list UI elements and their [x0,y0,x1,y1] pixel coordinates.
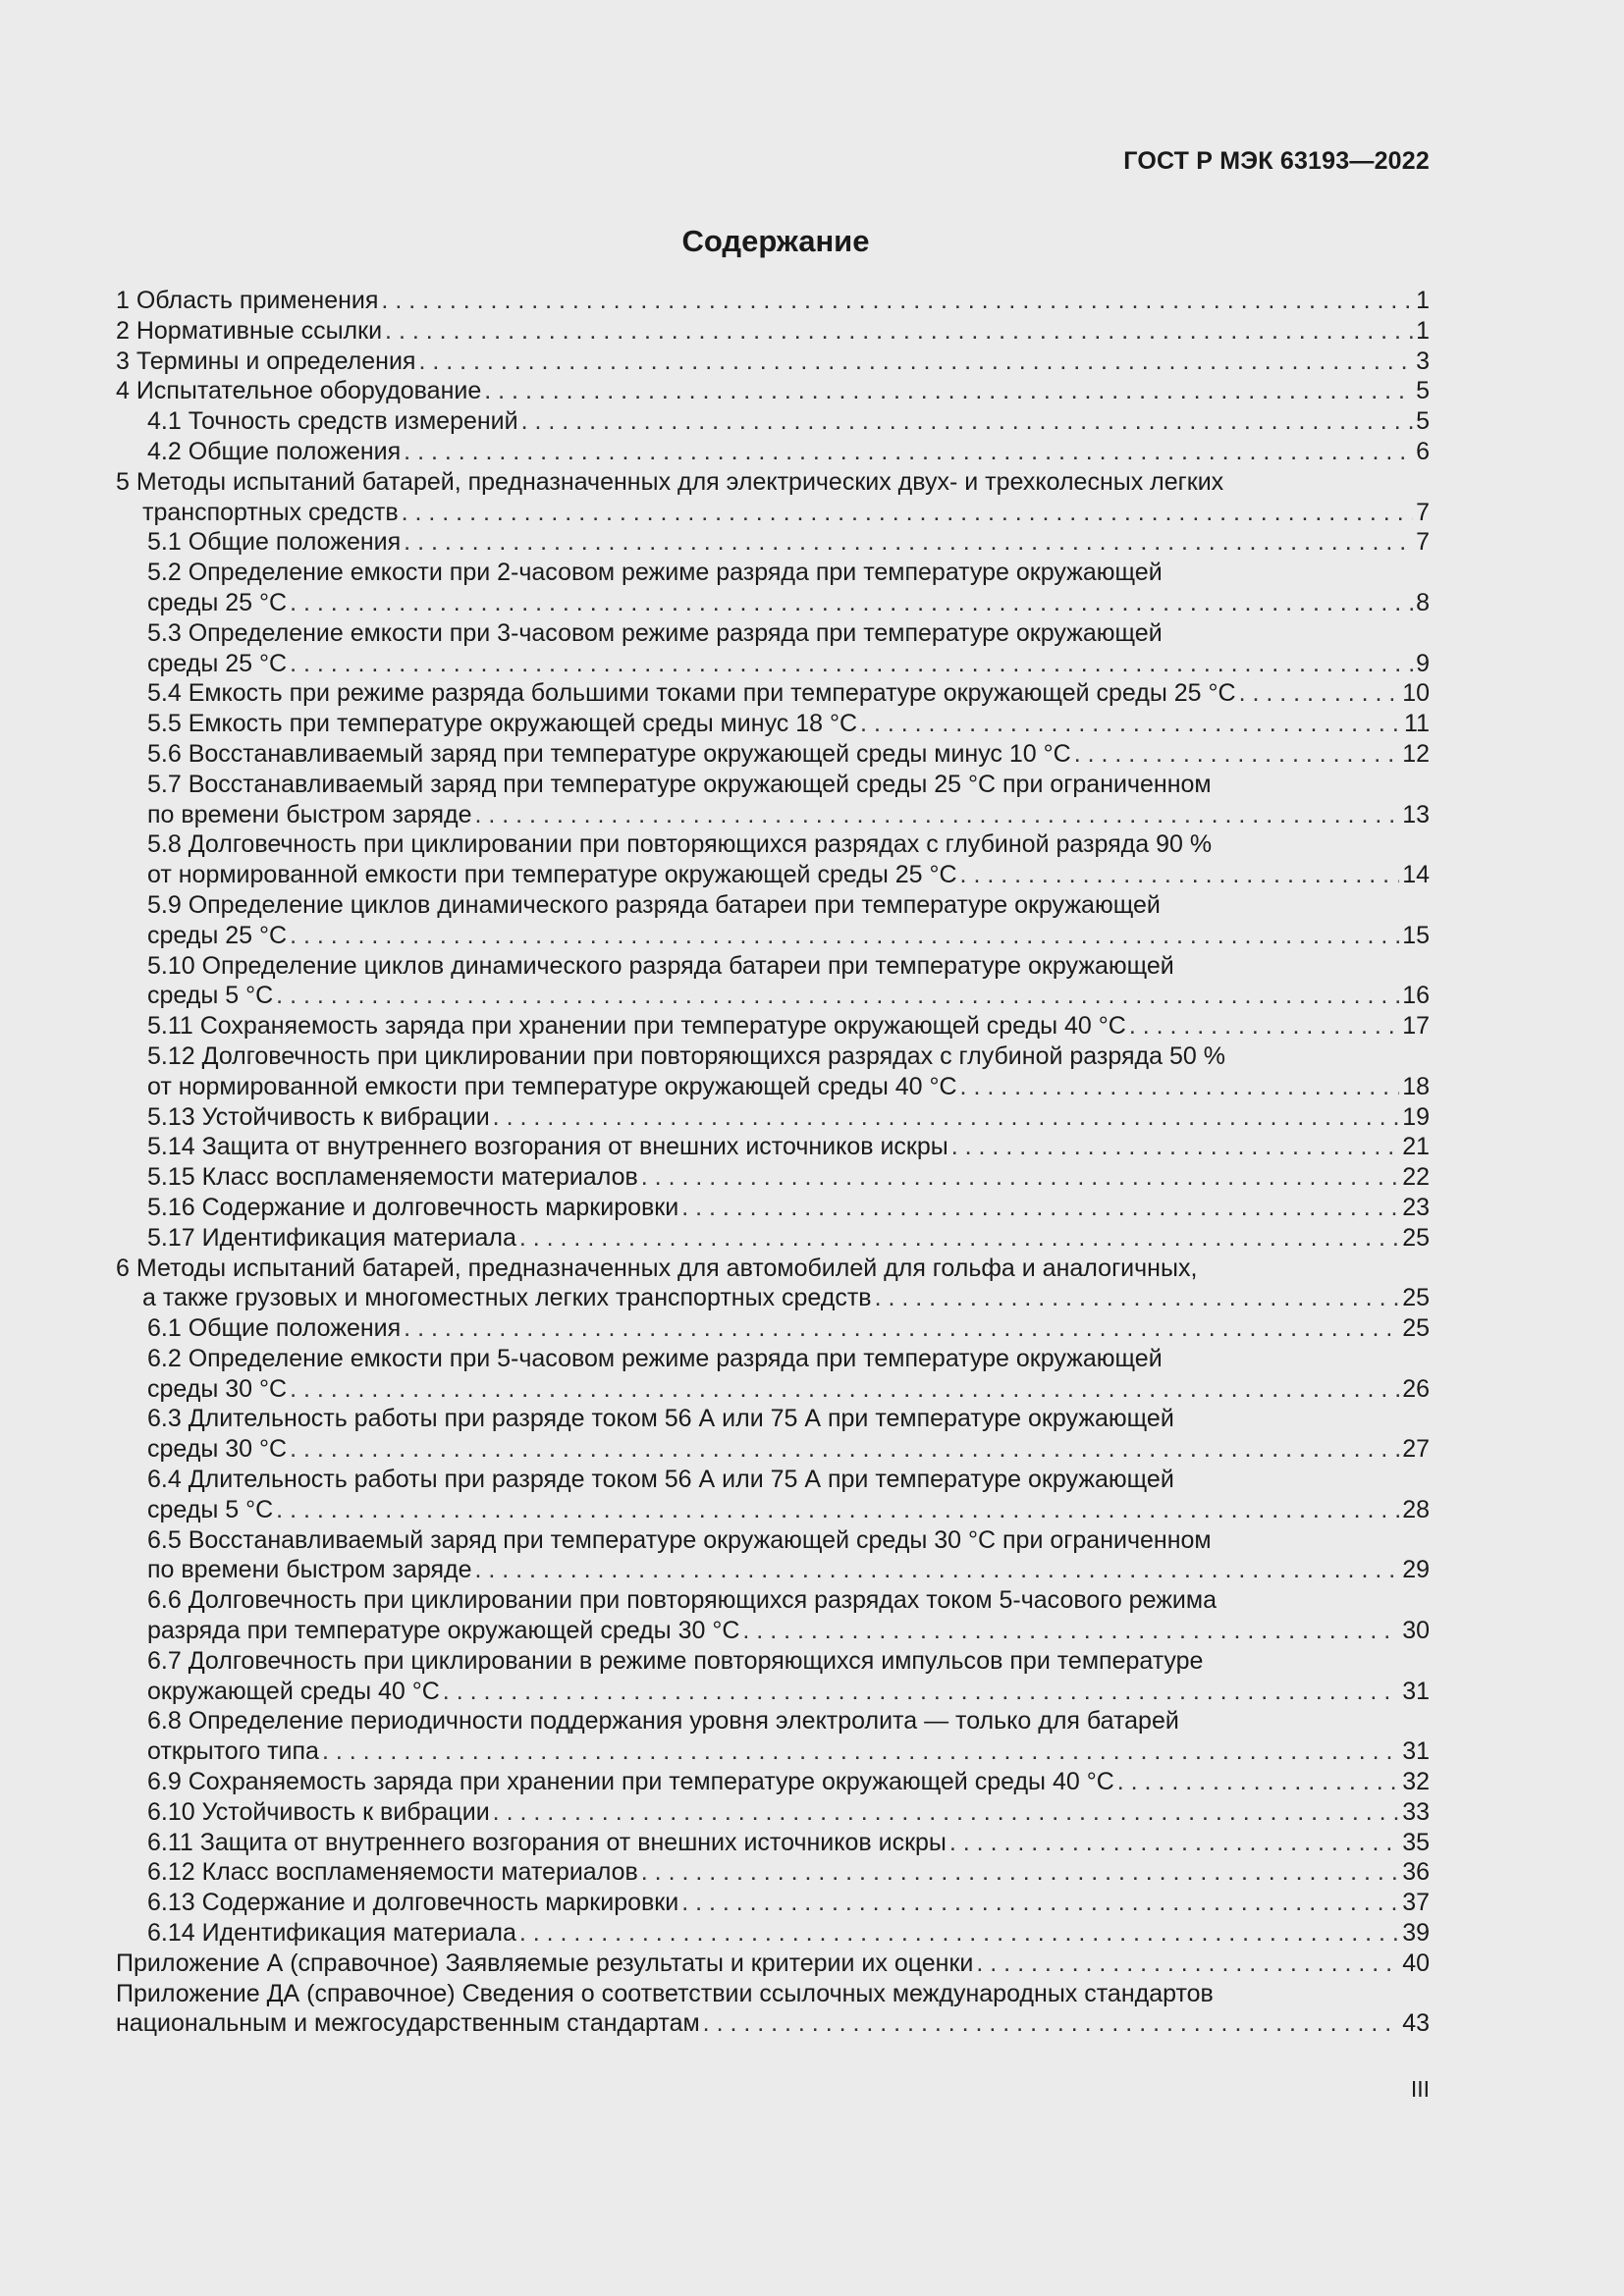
toc-entry[interactable] [116,1767,1430,1797]
toc-entry[interactable] [116,1555,1430,1585]
toc-entry-text: 5.16 Содержание и долговечность маркировки [147,1193,679,1221]
toc-entry[interactable] [116,316,1430,347]
toc-entry[interactable] [116,709,1430,739]
toc-entry[interactable] [116,1949,1430,1979]
toc-entry-text: среды 5 °С [147,982,274,1010]
toc-entry-page: 12 [1402,739,1430,768]
toc-entry[interactable] [116,1857,1430,1888]
page-number: III [1410,2076,1430,2102]
toc-entry-page: 28 [1402,1495,1430,1523]
toc-entry-text: среды 30 °С [147,1435,288,1464]
toc-entry-page: 7 [1416,498,1430,526]
toc-entry[interactable] [116,921,1430,951]
toc-entry-page: 5 [1416,407,1430,436]
toc-entry-page: 31 [1402,1737,1430,1766]
dot-leader [404,437,1413,467]
toc-entry-text: 5.7 Восстанавливаемый заряд при температуре окружающей среды 25 °С при ограниченном [147,770,1212,798]
toc-entry-text: среды 25 °С [147,588,288,616]
toc-entry[interactable] [116,498,1430,528]
dot-leader [951,1132,1399,1162]
dot-leader [276,1495,1399,1525]
toc-entry-page: 10 [1402,679,1430,708]
toc-entry[interactable] [116,1918,1430,1949]
dot-leader [641,1162,1399,1193]
toc-entry-text: 6.7 Долговечность при циклировании в режиме повторяющихся импульсов при температуре [147,1646,1204,1675]
toc-entry[interactable] [116,1434,1430,1465]
toc-entry-text: 3 Термины и определения [116,347,416,375]
standard-code: ГОСТ Р МЭК 63193—2022 [1123,147,1430,175]
toc-entry-text: Приложение А (справочное) Заявляемые результаты и критерии их оценки [116,1949,974,1977]
toc-entry-text: по времени быстром заряде [147,1556,472,1584]
toc-entry[interactable] [116,347,1430,377]
toc-entry-text: 6.5 Восстанавливаемый заряд при температуре окружающей среды 30 °С при ограниченном [147,1525,1212,1554]
toc-entry-page: 25 [1402,1314,1430,1343]
toc-entry[interactable] [116,2008,1430,2039]
toc-entry[interactable] [116,1011,1430,1041]
toc-title: Содержание [681,224,870,258]
dot-leader [703,2008,1400,2039]
toc-entry-text: 5.5 Емкость при температуре окружающей среды минус 18 °С [147,710,858,738]
dot-leader [290,921,1399,951]
dot-leader [976,1949,1399,1979]
toc-entry-text: среды 25 °С [147,649,288,677]
toc-entry[interactable] [116,618,1430,649]
toc-entry[interactable] [116,1797,1430,1828]
dot-leader [493,1102,1400,1133]
dot-leader [519,1223,1399,1254]
toc-entry[interactable] [116,558,1430,588]
toc-entry-page: 16 [1402,982,1430,1010]
toc-entry-text: Приложение ДА (справочное) Сведения о соответствии ссылочных международных стандартов [116,1979,1214,2007]
toc-entry-text: 5.15 Класс воспламеняемости материалов [147,1163,638,1192]
toc-entry-text: 6.10 Устойчивость к вибрации [147,1797,490,1826]
toc-entry-text: 5.4 Емкость при режиме разряда большими токами при температуре окружающей среды 25 °С [147,679,1236,708]
toc-entry-text: 6.13 Содержание и долговечность маркировки [147,1889,679,1917]
dot-leader [681,1888,1399,1918]
toc-entry-text: 6.8 Определение периодичности поддержания уровня электролита — только для батарей [147,1707,1179,1735]
toc-entry-text: 6.12 Класс воспламеняемости материалов [147,1858,638,1887]
dot-leader [493,1797,1400,1828]
toc-entry-page: 30 [1402,1617,1430,1645]
toc-entry[interactable] [116,649,1430,679]
toc-entry[interactable] [116,829,1430,860]
toc-entry-text: от нормированной емкости при температуре окружающей среды 25 °С [147,861,957,889]
toc-entry-page: 1 [1416,316,1430,345]
dot-leader [641,1857,1399,1888]
toc-entry[interactable] [116,286,1430,316]
toc-entry[interactable] [116,1072,1430,1102]
dot-leader [322,1736,1399,1767]
toc-entry-text: 5.10 Определение циклов динамического разряда батареи при температуре окружающей [147,951,1174,980]
toc-entry-text: а также грузовых и многоместных легких транспортных средств [142,1284,872,1312]
dot-leader [742,1616,1399,1646]
dot-leader [1074,739,1400,770]
toc-entry[interactable] [116,678,1430,709]
toc-entry[interactable] [116,1646,1430,1677]
dot-leader [1117,1767,1399,1797]
toc-entry-text: 5.6 Восстанавливаемый заряд при температуре окружающей среды минус 10 °С [147,739,1071,768]
toc-entry[interactable] [116,890,1430,921]
dot-leader [290,1434,1399,1465]
dot-leader [484,376,1413,406]
toc-entry-text: 5.9 Определение циклов динамического разряда батареи при температуре окружающей [147,890,1161,919]
toc-entry[interactable] [116,1102,1430,1133]
toc-entry-text: 6.2 Определение емкости при 5-часовом режиме разряда при температуре окружающей [147,1344,1163,1372]
dot-leader [960,1072,1400,1102]
dot-leader [860,709,1401,739]
toc-entry-text: 6.14 Идентификация материала [147,1919,516,1948]
toc-entry-page: 35 [1402,1828,1430,1856]
toc-entry-page: 7 [1416,528,1430,557]
dot-leader [681,1193,1399,1223]
dot-leader [960,860,1400,890]
toc-entry-text: 6.1 Общие положения [147,1314,402,1343]
toc-entry-page: 6 [1416,437,1430,465]
toc-entry[interactable] [116,527,1430,558]
toc-entry-text: 5.14 Защита от внутреннего возгорания от внешних источников искры [147,1133,948,1161]
toc-entry[interactable] [116,467,1430,498]
toc-entry[interactable] [116,1736,1430,1767]
dot-leader [290,588,1413,618]
toc-entry[interactable] [116,1193,1430,1223]
toc-entry[interactable] [116,1828,1430,1858]
toc-entry-text: национальным и межгосударственным стандартам [116,2009,700,2038]
toc-entry[interactable] [116,588,1430,618]
toc-entry-page: 11 [1404,710,1430,738]
toc-entry-text: транспортных средств [142,498,399,526]
toc-entry[interactable] [116,1585,1430,1616]
dot-leader [276,981,1399,1011]
toc-entry-page: 27 [1402,1435,1430,1464]
toc-entry[interactable] [116,1041,1430,1072]
toc-entry[interactable] [116,951,1430,982]
table-of-contents [116,286,1430,2039]
toc-entry-text: 5.2 Определение емкости при 2-часовом режиме разряда при температуре окружающей [147,559,1163,587]
toc-entry-page: 37 [1402,1889,1430,1917]
toc-entry[interactable] [116,1223,1430,1254]
dot-leader [474,1555,1399,1585]
toc-entry-text: открытого типа [147,1737,319,1766]
toc-entry[interactable] [116,1283,1430,1313]
dot-leader [949,1828,1399,1858]
toc-entry-text: 5 Методы испытаний батарей, предназначенных для электрических двух- и трехколесных легких [116,467,1224,496]
toc-entry-page: 33 [1402,1797,1430,1826]
toc-entry[interactable] [116,1465,1430,1495]
toc-entry[interactable] [116,1525,1430,1556]
toc-entry[interactable] [116,1313,1430,1344]
toc-entry-text: 5.11 Сохраняемость заряда при хранении при температуре окружающей среды 40 °С [147,1012,1126,1041]
toc-entry-page: 29 [1402,1556,1430,1584]
toc-entry-page: 40 [1402,1949,1430,1977]
toc-entry-text: 5.8 Долговечность при циклировании при повторяющихся разрядах с глубиной разряда 90 % [147,830,1213,859]
toc-entry-page: 23 [1402,1193,1430,1221]
toc-entry-page: 14 [1402,861,1430,889]
toc-entry-page: 13 [1402,800,1430,828]
toc-entry-page: 3 [1416,347,1430,375]
dot-leader [381,286,1413,316]
toc-entry-page: 8 [1416,588,1430,616]
toc-entry[interactable] [116,1254,1430,1284]
toc-entry[interactable] [116,406,1430,437]
dot-leader [443,1677,1399,1707]
toc-entry-page: 1 [1416,287,1430,314]
toc-entry-text: среды 30 °С [147,1374,288,1403]
dot-leader [875,1283,1400,1313]
toc-entry[interactable] [116,1404,1430,1434]
dot-leader [290,649,1413,679]
toc-entry-text: разряда при температуре окружающей среды 30 °С [147,1617,740,1645]
toc-entry-text: 6.9 Сохраняемость заряда при хранении при температуре окружающей среды 40 °С [147,1768,1114,1796]
dot-leader [404,527,1413,558]
toc-entry[interactable] [116,1706,1430,1736]
toc-entry-text: 6.6 Долговечность при циклировании при повторяющихся разрядах током 5-часового режима [147,1586,1217,1615]
dot-leader [402,498,1413,528]
toc-entry-page: 18 [1402,1072,1430,1100]
toc-entry-page: 9 [1416,649,1430,677]
toc-entry-page: 26 [1402,1374,1430,1403]
toc-entry-page: 19 [1402,1102,1430,1131]
toc-entry[interactable] [116,860,1430,890]
toc-entry-text: от нормированной емкости при температуре окружающей среды 40 °С [147,1072,957,1100]
toc-entry[interactable] [116,1888,1430,1918]
toc-entry-page: 39 [1402,1919,1430,1948]
dot-leader [519,1918,1399,1949]
toc-entry-text: 6 Методы испытаний батарей, предназначенных для автомобилей для гольфа и аналогичных, [116,1254,1198,1282]
toc-entry-text: среды 25 °С [147,921,288,949]
toc-entry[interactable] [116,1132,1430,1162]
toc-entry[interactable] [116,376,1430,406]
dot-leader [1239,678,1400,709]
toc-entry-text: по времени быстром заряде [147,800,472,828]
toc-entry[interactable] [116,1616,1430,1646]
toc-entry-text: 2 Нормативные ссылки [116,316,383,345]
dot-leader [418,347,1413,377]
toc-entry[interactable] [116,770,1430,800]
toc-entry-text: 6.4 Длительность работы при разряде током 56 А или 75 А при температуре окружающей [147,1466,1174,1494]
toc-entry-text: 5.1 Общие положения [147,528,402,557]
toc-entry-text: 6.11 Защита от внутреннего возгорания от внешних источников искры [147,1828,947,1856]
toc-entry-page: 22 [1402,1163,1430,1192]
toc-entry[interactable] [116,1344,1430,1374]
toc-entry[interactable] [116,437,1430,467]
toc-entry-page: 21 [1402,1133,1430,1161]
toc-entry-page: 36 [1402,1858,1430,1887]
toc-entry[interactable] [116,800,1430,830]
toc-entry-text: 5.3 Определение емкости при 3-часовом режиме разряда при температуре окружающей [147,618,1163,647]
toc-entry-text: среды 5 °С [147,1495,274,1523]
toc-entry-text: 6.3 Длительность работы при разряде током 56 А или 75 А при температуре окружающей [147,1405,1174,1433]
dot-leader [385,316,1413,347]
toc-entry[interactable] [116,739,1430,770]
toc-entry[interactable] [116,981,1430,1011]
toc-entry-page: 25 [1402,1223,1430,1252]
toc-entry[interactable] [116,1162,1430,1193]
toc-entry-text: 5.13 Устойчивость к вибрации [147,1102,490,1131]
toc-entry[interactable] [116,1374,1430,1405]
toc-entry[interactable] [116,1495,1430,1525]
toc-entry-page: 5 [1416,377,1430,405]
toc-entry-text: 5.17 Идентификация материала [147,1223,516,1252]
dot-leader [521,406,1413,437]
toc-entry-text: 4 Испытательное оборудование [116,377,482,405]
toc-entry-page: 25 [1402,1284,1430,1312]
dot-leader [1129,1011,1399,1041]
toc-entry-text: 5.12 Долговечность при циклировании при повторяющихся разрядах с глубиной разряда 50 % [147,1041,1225,1070]
toc-entry-page: 15 [1402,921,1430,949]
toc-entry-page: 32 [1402,1768,1430,1796]
toc-entry[interactable] [116,1677,1430,1707]
toc-entry-text: 1 Область применения [116,287,379,314]
toc-entry-text: окружающей среды 40 °С [147,1677,440,1705]
dot-leader [474,800,1399,830]
toc-entry-page: 17 [1402,1012,1430,1041]
toc-entry-page: 31 [1402,1677,1430,1705]
toc-entry-text: 4.1 Точность средств измерений [147,407,518,436]
toc-entry[interactable] [116,1979,1430,2009]
toc-entry-text: 4.2 Общие положения [147,437,402,465]
dot-leader [290,1374,1399,1405]
toc-entry-page: 43 [1402,2009,1430,2038]
dot-leader [404,1313,1399,1344]
